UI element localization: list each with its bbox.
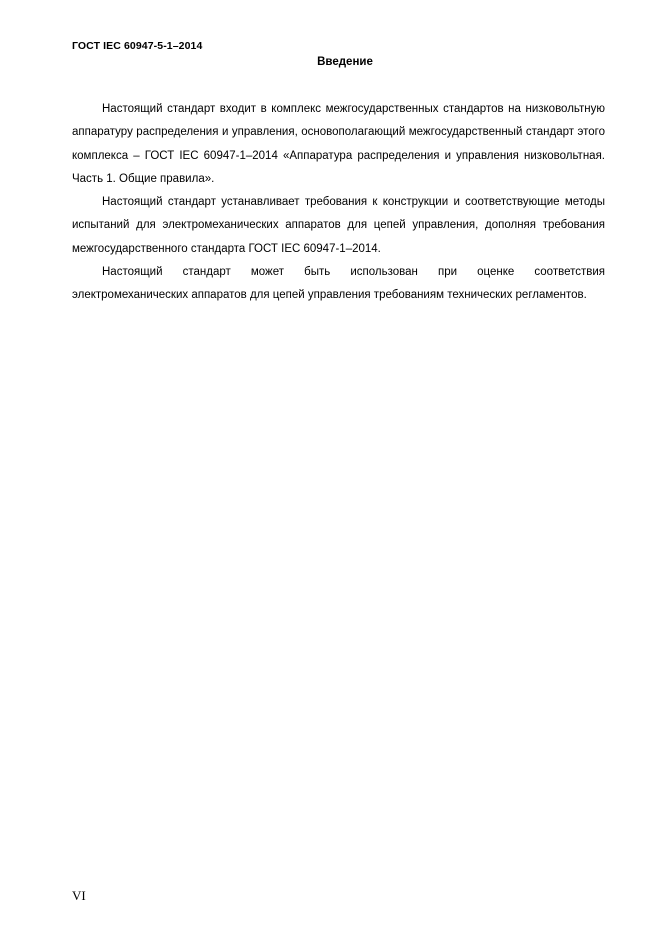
introduction-body bbox=[72, 98, 605, 308]
page-number: VI bbox=[72, 888, 86, 903]
section-title: Введение bbox=[317, 56, 373, 68]
paragraph: Настоящий стандарт входит в комплекс межгосударственных стандартов на низковольтную аппаратуру распределения и управления, основополагающий межгосударственный стандарт этого комплекса – ГОСТ IEC 60947-1–2014 «Аппаратура распределения и управления низковольтная. Часть 1. Общие правила». bbox=[72, 103, 605, 185]
paragraph: Настоящий стандарт устанавливает требования к конструкции и соответствующие методы испытаний для электромеханических аппаратов для цепей управления, дополняя требования межгосударственного стандарта ГОСТ IEC 60947-1–2014. bbox=[72, 196, 605, 255]
paragraph: Настоящий стандарт может быть использован при оценке соответствия электромеханических аппаратов для цепей управления требованиям технических регламентов. bbox=[72, 266, 605, 302]
document-code: ГОСТ IEC 60947-5-1–2014 bbox=[72, 40, 203, 52]
